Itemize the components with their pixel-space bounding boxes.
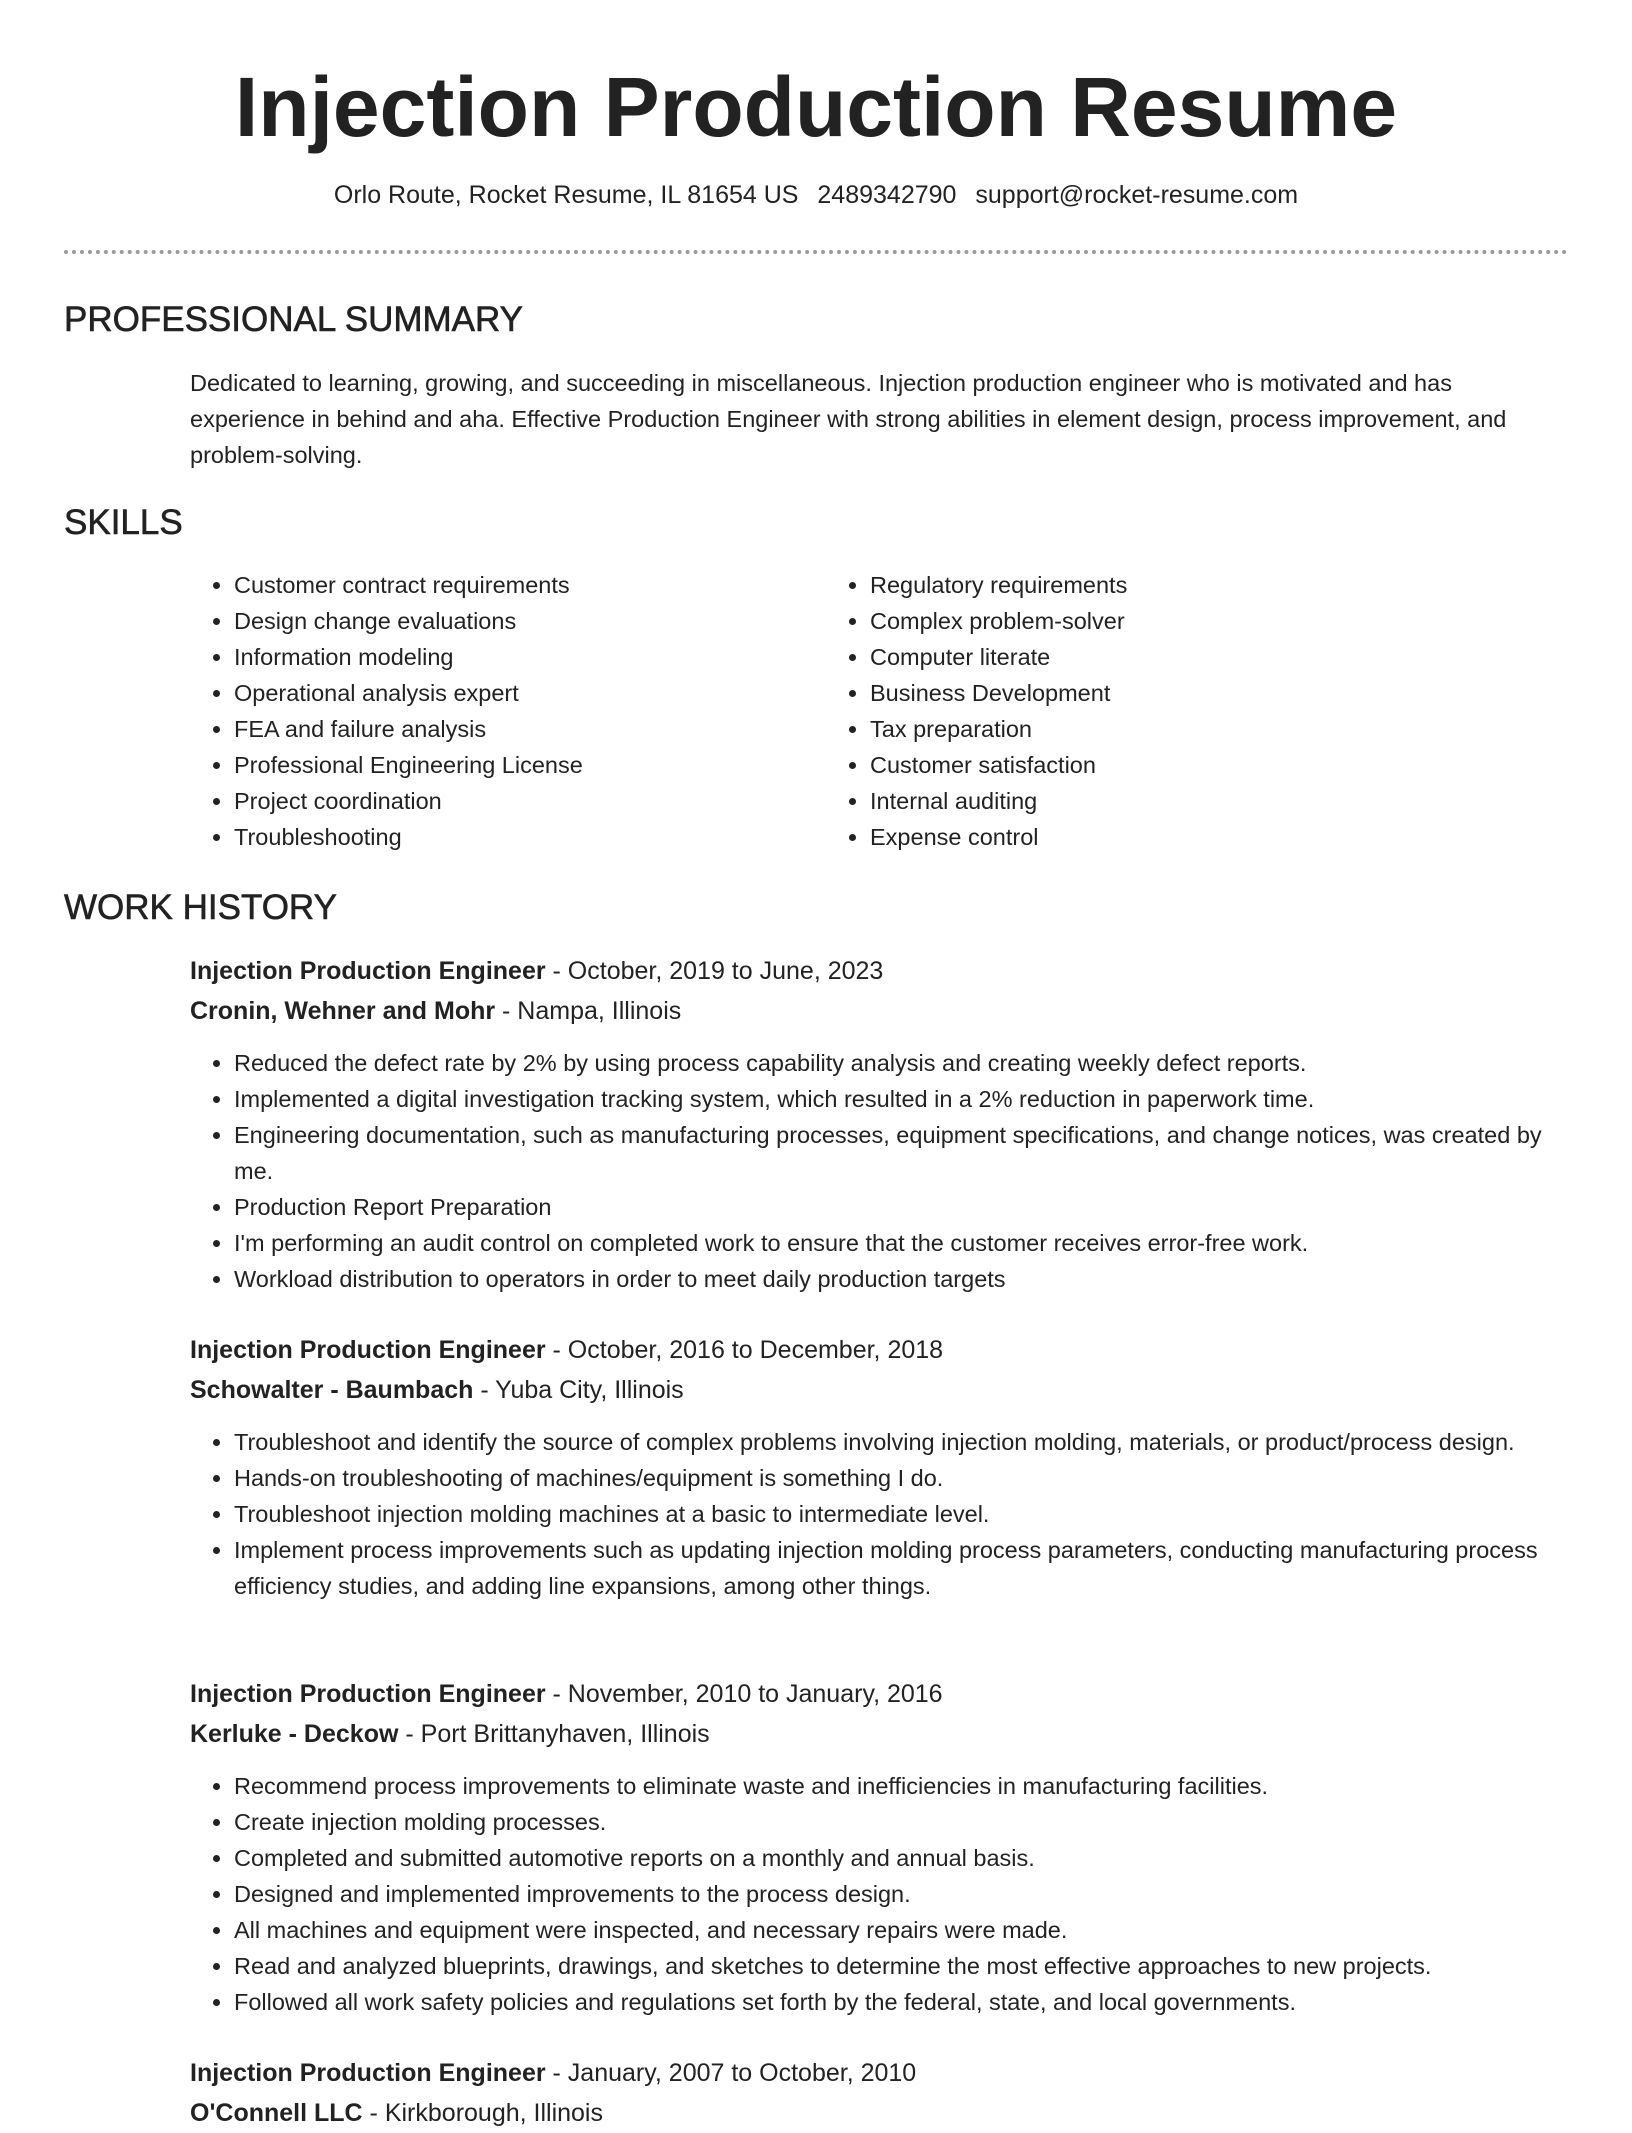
skill-item: • Internal auditing (870, 783, 1506, 819)
job-role: Injection Production Engineer (190, 957, 546, 985)
job-bullet: • Troubleshoot injection molding machines at a basic to intermediate level. (234, 1496, 1560, 1532)
job-role: Injection Production Engineer (190, 1336, 546, 1364)
skill-item: • Expense control (870, 819, 1506, 855)
skills-list (190, 567, 1550, 855)
job-location: - Kirkborough, Illinois (362, 2099, 603, 2127)
job-role-line (190, 1674, 1560, 1714)
work-history-heading: WORK HISTORY (64, 888, 337, 927)
job-company-line (190, 1714, 1560, 1754)
job-bullet: • Completed and submitted automotive reports on a monthly and annual basis. (234, 1840, 1560, 1876)
job-location: - Nampa, Illinois (495, 997, 682, 1025)
contact-info (0, 180, 1632, 210)
job-bullet: • Recommend process improvements to eliminate waste and inefficiencies in manufacturing facilities. (234, 1768, 1560, 1804)
contact-phone: 2489342790 (817, 181, 957, 209)
job-bullet: • Hands-on troubleshooting of machines/equipment is something I do. (234, 1460, 1560, 1496)
job-role-line (190, 2053, 1560, 2093)
job-bullet: • Designed and implemented improvements to the process design. (234, 1876, 1560, 1912)
job-company-line (190, 2093, 1560, 2133)
job-bullet: • Production Report Preparation (234, 1189, 1560, 1225)
job-bullet: • Implemented a digital investigation tracking system, which resulted in a 2% reduction in paperwork time. (234, 1081, 1560, 1117)
job-company-line (190, 991, 1560, 1031)
skill-item: • Customer satisfaction (870, 747, 1506, 783)
job-entry (190, 1330, 1560, 1604)
job-location: - Yuba City, Illinois (473, 1376, 684, 1404)
job-bullet: • I'm performing an audit control on completed work to ensure that the customer receives error-free work. (234, 1225, 1560, 1261)
skills-column-right (826, 567, 1506, 855)
skill-item: • Troubleshooting (234, 819, 826, 855)
skill-item: • Information modeling (234, 639, 826, 675)
job-bullet: • Implement process improvements such as updating injection molding process parameters, conducting manufacturing process efficiency studies, and adding line expansions, among other things. (234, 1532, 1560, 1604)
contact-email: support@rocket-resume.com (975, 181, 1299, 209)
resume-title: Injection Production Resume (234, 60, 1398, 154)
skills-column-left (190, 567, 826, 855)
job-role: Injection Production Engineer (190, 1680, 546, 1708)
job-bullet: • Engineering documentation, such as manufacturing processes, equipment specifications, and change notices, was created by me. (234, 1117, 1560, 1189)
skill-item: • Operational analysis expert (234, 675, 826, 711)
job-company: Kerluke - Deckow (190, 1720, 399, 1748)
job-dates: - January, 2007 to October, 2010 (545, 2059, 917, 2087)
skill-item: • Customer contract requirements (234, 567, 826, 603)
job-dates: - November, 2010 to January, 2016 (545, 1680, 943, 1708)
job-bullet: • Create injection molding processes. (234, 1804, 1560, 1840)
job-bullets (190, 1045, 1560, 1297)
summary-heading: PROFESSIONAL SUMMARY (64, 300, 523, 339)
job-bullet: • Reduced the defect rate by 2% by using process capability analysis and creating weekly defect reports. (234, 1045, 1560, 1081)
skill-item: • Design change evaluations (234, 603, 826, 639)
job-entry (190, 2053, 1560, 2133)
skill-item: • Regulatory requirements (870, 567, 1506, 603)
skill-item: • Tax preparation (870, 711, 1506, 747)
job-bullet: • All machines and equipment were inspected, and necessary repairs were made. (234, 1912, 1560, 1948)
job-bullet: • Read and analyzed blueprints, drawings, and sketches to determine the most effective approaches to new projects. (234, 1948, 1560, 1984)
job-role-line (190, 1330, 1560, 1370)
job-company: Schowalter - Baumbach (190, 1376, 474, 1404)
job-dates: - October, 2016 to December, 2018 (545, 1336, 944, 1364)
job-bullets (190, 1424, 1560, 1604)
job-location: - Port Brittanyhaven, Illinois (398, 1720, 710, 1748)
skills-heading: SKILLS (64, 503, 183, 542)
job-bullet: • Troubleshoot and identify the source of complex problems involving injection molding, materials, or product/process design. (234, 1424, 1560, 1460)
job-role: Injection Production Engineer (190, 2059, 546, 2087)
header-divider (64, 250, 1568, 254)
skill-item: • Project coordination (234, 783, 826, 819)
skill-item: • Complex problem-solver (870, 603, 1506, 639)
skill-item: • Computer literate (870, 639, 1506, 675)
skill-item: • FEA and failure analysis (234, 711, 826, 747)
job-bullets (190, 1768, 1560, 2020)
job-company-line (190, 1370, 1560, 1410)
summary-text: Dedicated to learning, growing, and succeeding in miscellaneous. Injection production engineer who is motivated and has experience in behind and aha. Effective Production Engineer with strong abilities in element design, process improvement, and problem-solving. (190, 370, 1507, 468)
skill-item: • Professional Engineering License (234, 747, 826, 783)
job-entry (190, 951, 1560, 1297)
job-entry (190, 1674, 1560, 2020)
job-company: O'Connell LLC (190, 2099, 363, 2127)
job-role-line (190, 951, 1560, 991)
job-bullet: • Followed all work safety policies and regulations set forth by the federal, state, and local governments. (234, 1984, 1560, 2020)
contact-address: Orlo Route, Rocket Resume, IL 81654 US (333, 181, 799, 209)
skill-item: • Business Development (870, 675, 1506, 711)
job-company: Cronin, Wehner and Mohr (190, 997, 496, 1025)
job-bullet: • Workload distribution to operators in order to meet daily production targets (234, 1261, 1560, 1297)
job-dates: - October, 2019 to June, 2023 (545, 957, 884, 985)
